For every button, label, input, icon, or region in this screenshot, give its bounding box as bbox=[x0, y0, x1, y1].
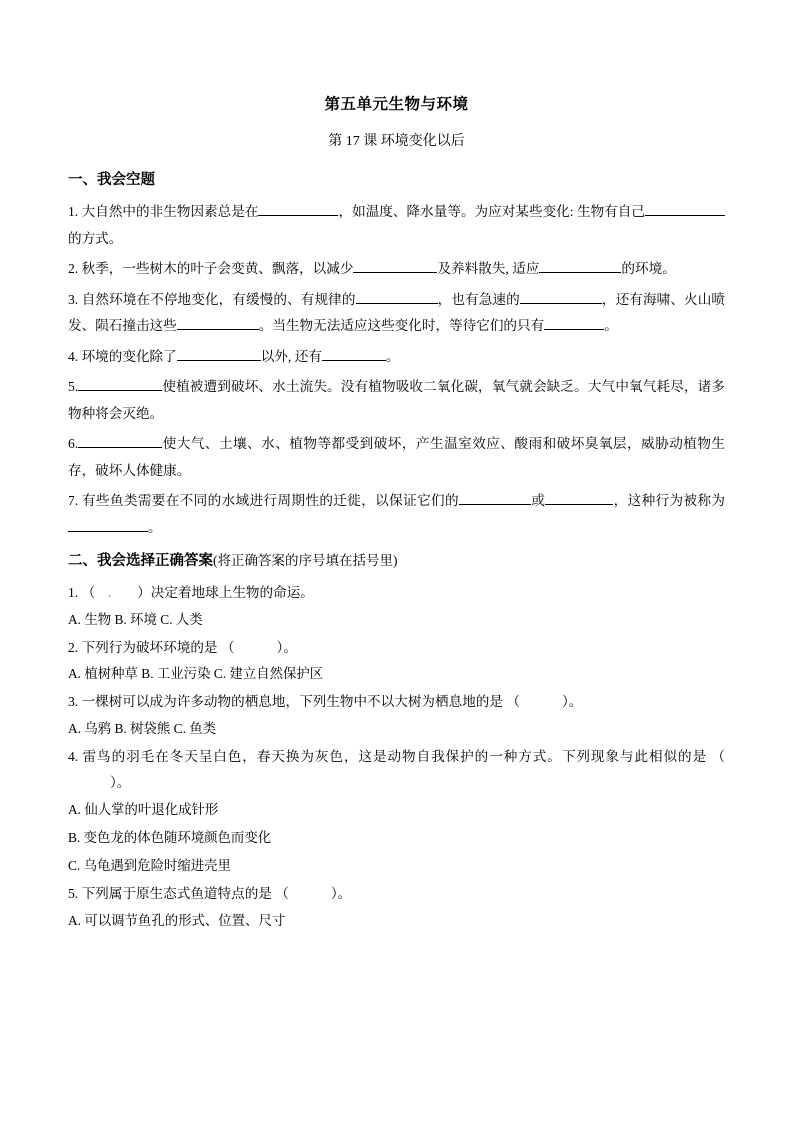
q3-part-5: 。 bbox=[604, 318, 618, 333]
fill-question-4 bbox=[68, 344, 725, 371]
q7-part-3: ，这种行为被称为 bbox=[613, 493, 726, 508]
q6-part-1: 6. bbox=[68, 436, 79, 451]
c2-options[interactable]: A. 植树种草 B. 工业污染 C. 建立自然保护区 bbox=[68, 666, 324, 682]
c3-stem-after: ）。 bbox=[562, 694, 583, 710]
q2-part-3: 的环境。 bbox=[621, 261, 676, 276]
q3-blank-1[interactable] bbox=[356, 289, 438, 304]
section-one-heading-text: 一、我会空题 bbox=[68, 172, 155, 188]
fill-question-2 bbox=[68, 256, 725, 283]
q3-blank-4[interactable] bbox=[544, 315, 604, 330]
c5-stem-after: ）。 bbox=[330, 886, 352, 902]
c1-answer-box[interactable]: . bbox=[107, 585, 125, 600]
section-two-heading bbox=[68, 549, 725, 570]
c5-stem-before: 5. 下列属于原生态式鱼道特点的是 （ bbox=[68, 886, 289, 902]
q7-blank-3[interactable] bbox=[68, 517, 148, 532]
q4-blank-2[interactable] bbox=[322, 346, 386, 361]
section-two-heading-sub: (将正确答案的序号填在括号里) bbox=[213, 553, 398, 568]
q3-part-1: 3. 自然环境在不停地变化，有缓慢的、有规律的 bbox=[68, 291, 356, 307]
c1-stem-after: ）决定着地球上生物的命运。 bbox=[137, 585, 314, 600]
c3-answer-box[interactable] bbox=[520, 689, 562, 716]
page-subtitle: 第 17 课 环境变化以后 bbox=[328, 134, 465, 149]
q7-blank-2[interactable] bbox=[545, 490, 613, 505]
q3-part-4: 。当生物无法适应这些变化时，等待它们的只有 bbox=[258, 318, 545, 333]
q2-blank-1[interactable] bbox=[353, 258, 437, 273]
c3-stem-before: 3. 一棵树可以成为许多动物的栖息地，下列生物中不以大树为栖息地的是 （ bbox=[68, 694, 520, 710]
q3-blank-3[interactable] bbox=[177, 315, 259, 330]
q4-blank-1[interactable] bbox=[177, 346, 261, 361]
q5-part-2: 使植被遭到破坏、水土流失。没有植物吸收二氧化碳，氧气就会缺乏。大气中氧气耗尽，诸多物种将会灭绝。 bbox=[68, 379, 725, 421]
fill-question-3 bbox=[68, 287, 725, 340]
choice-question-5 bbox=[68, 881, 725, 908]
choice-question-1 bbox=[68, 580, 725, 607]
q7-part-4: 。 bbox=[148, 519, 162, 535]
q1-part-3: 的方式。 bbox=[68, 230, 123, 246]
q2-part-1: 2. 秋季，一些树木的叶子会变黄、飘落，以减少 bbox=[68, 261, 354, 276]
c2-stem-before: 2. 下列行为破坏环境的是 （ bbox=[68, 639, 235, 655]
q4-part-3: 。 bbox=[385, 348, 400, 364]
c4-option-c[interactable]: C. 乌龟遇到危险时缩进壳里 bbox=[68, 858, 231, 874]
c2-answer-box[interactable] bbox=[235, 635, 277, 662]
q3-part-2: ，也有急速的 bbox=[437, 291, 520, 307]
fill-question-1 bbox=[68, 199, 725, 252]
q5-blank-1[interactable] bbox=[78, 376, 162, 391]
q1-part-2: ，如温度、降水量等。为应对某些变化: 生物有自己 bbox=[338, 204, 645, 219]
q2-part-2: 及养料散失, 适应 bbox=[437, 261, 540, 276]
fill-question-7 bbox=[68, 488, 725, 541]
choice-question-3 bbox=[68, 689, 725, 716]
c3-options[interactable]: A. 乌鸦 B. 树袋熊 C. 鱼类 bbox=[68, 720, 217, 736]
c4-answer-box[interactable] bbox=[68, 770, 110, 797]
c4-stem-after: ）。 bbox=[110, 775, 131, 791]
q5-part-1: 5. bbox=[68, 379, 79, 394]
q7-blank-1[interactable] bbox=[459, 490, 531, 505]
fill-question-5 bbox=[68, 374, 725, 427]
c2-stem-after: ）。 bbox=[276, 639, 297, 655]
q1-blank-2[interactable] bbox=[645, 201, 725, 216]
c4-option-b[interactable]: B. 变色龙的体色随环境颜色而变化 bbox=[68, 830, 272, 846]
choice-question-4 bbox=[68, 744, 725, 797]
section-two-heading-text: 二、我会选择正确答案 bbox=[68, 553, 213, 569]
q7-part-2: 或 bbox=[530, 493, 546, 508]
choice-question-2 bbox=[68, 635, 725, 662]
q3-blank-2[interactable] bbox=[520, 289, 602, 304]
q7-part-1: 7. 有些鱼类需要在不同的水域进行周期性的迁徙，以保证它们的 bbox=[68, 493, 459, 508]
page-title: 第五单元生物与环境 bbox=[324, 96, 469, 113]
c5-answer-box[interactable] bbox=[289, 881, 331, 908]
c5-option-a[interactable]: A. 可以调节鱼孔的形式、位置、尺寸 bbox=[68, 912, 286, 928]
q6-blank-1[interactable] bbox=[78, 433, 162, 448]
section-one-heading bbox=[68, 168, 725, 189]
q4-part-2: 以外, 还有 bbox=[260, 348, 322, 364]
q1-part-1: 1. 大自然中的非生物因素总是在 bbox=[68, 204, 259, 219]
c1-stem-before: 1. （ bbox=[68, 585, 96, 600]
q3-part-3: ，还有海啸、火山喷发、陨石撞击这些 bbox=[68, 291, 726, 333]
fill-question-6 bbox=[68, 431, 725, 484]
q6-part-2: 使大气、土壤、水、植物等都受到破坏，产生温室效应、酸雨和破坏臭氧层，威胁动植物生存，破坏人体健康。 bbox=[68, 436, 725, 478]
q2-blank-2[interactable] bbox=[539, 258, 621, 273]
c4-stem-before: 4. 雷鸟的羽毛在冬天呈白色，春天换为灰色，这是动物自我保护的一种方式。下列现象与此相似的是 （ bbox=[68, 748, 725, 764]
q1-blank-1[interactable] bbox=[258, 201, 338, 216]
c4-option-a[interactable]: A. 仙人掌的叶退化成针形 bbox=[68, 801, 219, 817]
c1-options[interactable]: A. 生物 B. 环境 C. 人类 bbox=[68, 611, 203, 627]
q4-part-1: 4. 环境的变化除了 bbox=[68, 348, 177, 364]
